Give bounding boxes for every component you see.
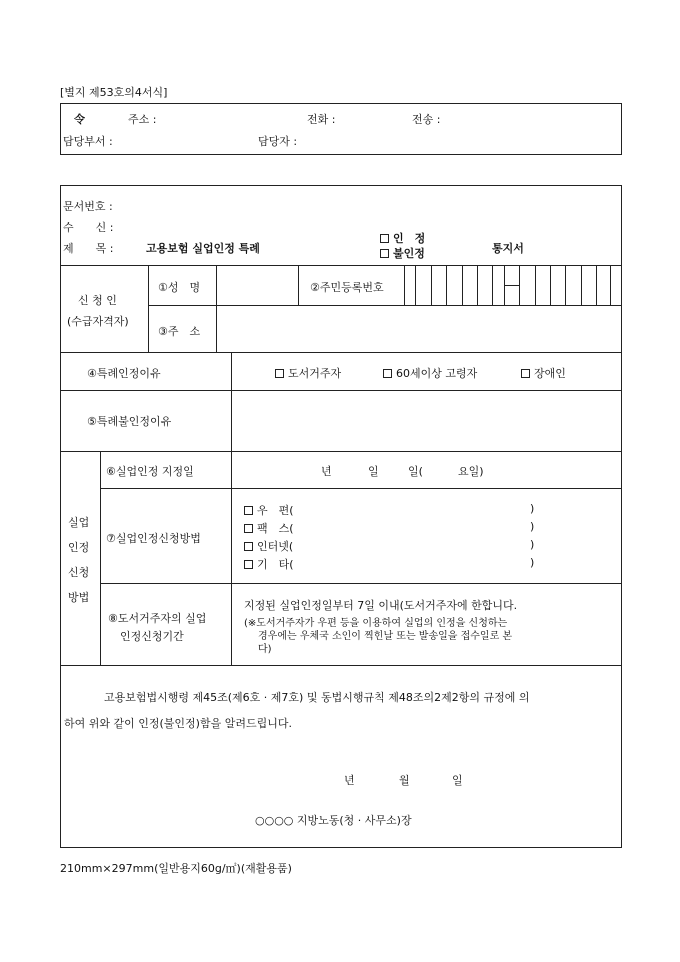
reason-option-label: 도서거주자: [288, 367, 342, 380]
period-label-2: 인정신청기간: [120, 630, 184, 643]
doc-number-label: 문서번호 :: [63, 200, 113, 213]
reason-option-label: 장애인: [534, 367, 566, 380]
period-note-1: (※도서거주자가 우편 등을 이용하여 실업의 인정을 신청하는: [244, 618, 508, 629]
checkbox-icon: [383, 369, 392, 378]
option-approve: [380, 230, 425, 246]
reason-option-elderly[interactable]: [383, 365, 477, 381]
phone-label: 전화 :: [307, 113, 336, 126]
issuer-name: ○○○○ 지방노동(청 · 사무소)장: [255, 814, 412, 827]
apply-option-other[interactable]: [244, 556, 294, 572]
period-note-3: 다): [258, 644, 272, 655]
date-month: 일: [368, 465, 379, 478]
close-paren: ): [530, 538, 535, 551]
reason-option-label: 60세이상 고령자: [396, 367, 478, 380]
checkbox-icon: [275, 369, 284, 378]
postal-symbol: 令: [74, 113, 85, 126]
period-note-2: 경우에는 우체국 소인이 찍힌날 또는 발송일을 접수일로 본: [258, 631, 513, 642]
special-reason-label: ④특례인정이유: [87, 367, 161, 380]
reason-option-island[interactable]: [275, 365, 341, 381]
address-field-label: ③주 소: [158, 325, 201, 338]
paper-spec: 210mm×297mm(일반용지60g/㎡)(재활용품): [60, 862, 292, 875]
option-deny: [380, 245, 425, 261]
checkbox-icon: [244, 560, 253, 569]
method-group-label-3: 신청: [68, 566, 90, 579]
checkbox-icon: [380, 249, 389, 258]
date-year: 년: [321, 465, 332, 478]
close-paren: ): [530, 502, 535, 515]
period-label-1: ⑧도서거주자의 실업: [108, 612, 207, 625]
apply-method-label: ⑦실업인정신청방법: [106, 532, 201, 545]
notice-title: 통지서: [492, 242, 524, 255]
name-field[interactable]: [218, 268, 296, 302]
checkbox-icon: [521, 369, 530, 378]
deny-reason-label: ⑤특례불인정이유: [87, 415, 172, 428]
apply-option-fax[interactable]: [244, 520, 294, 536]
date-day: 일(: [408, 465, 423, 478]
period-text: 지정된 실업인정일부터 7일 이내(도서거주자에 한합니다.: [244, 599, 518, 612]
method-group-label-2: 인정: [68, 541, 90, 554]
form-number-label: [별지 제53호의4서식]: [60, 86, 168, 99]
statement-line-2: 하여 위와 같이 인정(불인정)함을 알려드립니다.: [64, 717, 292, 730]
name-label: ①성 명: [158, 281, 201, 294]
issue-date-day: 일: [452, 774, 463, 787]
apply-option-internet[interactable]: [244, 538, 293, 554]
checkbox-icon: [244, 524, 253, 533]
applicant-sublabel: (수급자격자): [67, 315, 129, 328]
date-weekday: 요일): [458, 465, 484, 478]
checkbox-icon: [380, 234, 389, 243]
statement-line-1: 고용보험법시행령 제45조(제6호 · 제7호) 및 동법시행규칙 제48조의2제2항의 규정에 의: [104, 691, 530, 704]
checkbox-icon: [244, 506, 253, 515]
subject-text: 고용보험 실업인정 특례: [146, 242, 260, 255]
department-label: 담당부서 :: [63, 135, 113, 148]
apply-option-label: 인터넷(: [257, 540, 294, 553]
fax-label: 전송 :: [412, 113, 441, 126]
subject-label: 제 목 :: [63, 242, 114, 255]
deny-reason-field[interactable]: [233, 393, 619, 448]
recipient-label: 수 신 :: [63, 221, 114, 234]
option-deny-label: 불인정: [393, 247, 425, 260]
close-paren: ): [530, 556, 535, 569]
issue-date-month: 월: [399, 774, 410, 787]
reason-option-disabled[interactable]: [521, 365, 566, 381]
option-approve-label: 인 정: [393, 232, 426, 245]
issue-date-year: 년: [344, 774, 355, 787]
designated-date-label: ⑥실업인정 지정일: [106, 465, 194, 478]
close-paren: ): [530, 520, 535, 533]
apply-option-label: 우 편(: [257, 504, 294, 517]
method-group-label-4: 방법: [68, 591, 90, 604]
apply-option-label: 팩 스(: [257, 522, 294, 535]
rrn-label: ②주민등록번호: [310, 281, 384, 294]
address-label: 주소 :: [128, 113, 157, 126]
person-in-charge-label: 담당자 :: [258, 135, 298, 148]
checkbox-icon: [244, 542, 253, 551]
applicant-label: 신 청 인: [78, 294, 117, 307]
address-field[interactable]: [218, 308, 618, 350]
apply-option-mail[interactable]: [244, 502, 294, 518]
apply-option-label: 기 타(: [257, 558, 294, 571]
method-group-label-1: 실업: [68, 516, 90, 529]
